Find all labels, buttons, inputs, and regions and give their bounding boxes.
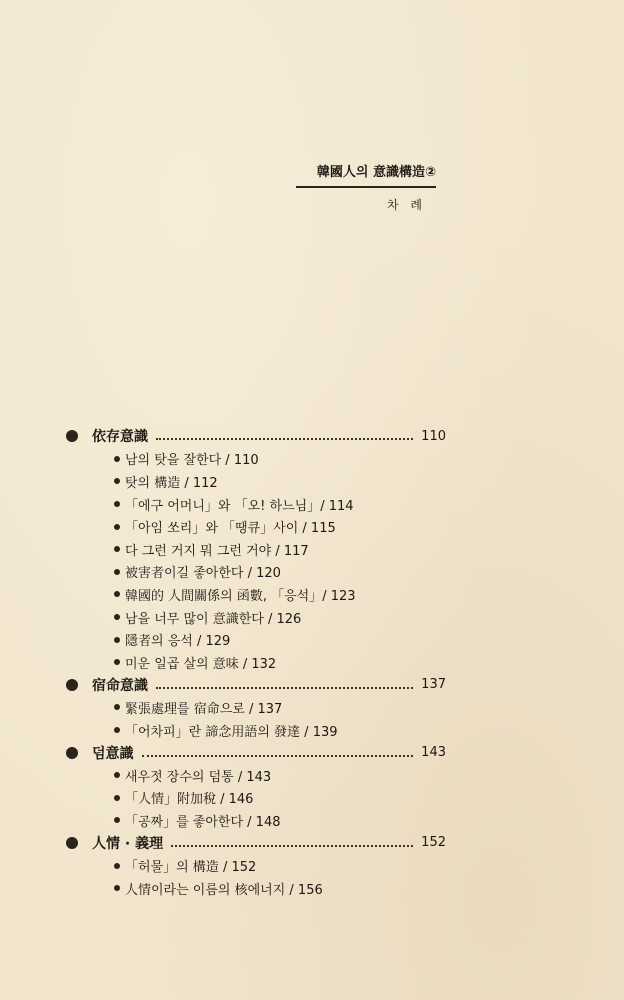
toc-item[interactable] bbox=[66, 787, 446, 810]
item-bullet-icon bbox=[114, 501, 120, 507]
item-bullet-icon bbox=[114, 569, 120, 575]
dot-leader bbox=[171, 845, 413, 847]
toc-item-text: 「어차피」란 諦念用語의 發達 / 139 bbox=[125, 724, 338, 740]
section-title: 人情 · 義理 bbox=[92, 835, 164, 852]
toc-item-text: 새우젓 장수의 덤통 / 143 bbox=[125, 769, 272, 785]
toc-item-text: 「공짜」를 좋아한다 / 148 bbox=[125, 814, 281, 830]
toc-item-text: 「허물」의 構造 / 152 bbox=[125, 860, 257, 876]
toc-item[interactable] bbox=[66, 561, 446, 584]
item-bullet-icon bbox=[114, 637, 120, 643]
item-bullet-icon bbox=[114, 795, 120, 801]
toc-item[interactable] bbox=[66, 719, 446, 742]
toc-section[interactable] bbox=[66, 425, 446, 448]
item-bullet-icon bbox=[114, 772, 120, 778]
toc-item[interactable] bbox=[66, 606, 446, 629]
toc-item-text: 被害者이길 좋아한다 / 120 bbox=[125, 566, 281, 582]
item-bullet-icon bbox=[114, 546, 120, 552]
item-bullet-icon bbox=[114, 591, 120, 597]
toc-section[interactable] bbox=[66, 674, 446, 697]
toc-item-text: 「아임 쏘리」와 「땡큐」사이 / 115 bbox=[125, 521, 336, 537]
table-of-contents bbox=[66, 425, 446, 899]
toc-item[interactable] bbox=[66, 470, 446, 493]
section-title: 덤意識 bbox=[92, 745, 134, 762]
item-bullet-icon bbox=[114, 456, 120, 462]
toc-item-text: 隱者의 응석 / 129 bbox=[125, 634, 231, 650]
toc-item-text: 「에구 어머니」와 「오! 하느님」/ 114 bbox=[125, 498, 354, 514]
toc-item[interactable] bbox=[66, 764, 446, 787]
item-bullet-icon bbox=[114, 524, 120, 530]
item-bullet-icon bbox=[114, 478, 120, 484]
page-header bbox=[296, 164, 436, 213]
item-bullet-icon bbox=[114, 863, 120, 869]
section-page-number: 152 bbox=[421, 835, 446, 851]
section-title: 依存意識 bbox=[92, 429, 148, 446]
item-bullet-icon bbox=[114, 614, 120, 620]
toc-item[interactable] bbox=[66, 538, 446, 561]
toc-item[interactable] bbox=[66, 651, 446, 674]
toc-item-text: 남의 탓을 잘한다 / 110 bbox=[125, 453, 259, 469]
toc-item-text: 미운 일곱 살의 意味 / 132 bbox=[125, 656, 277, 672]
item-bullet-icon bbox=[114, 817, 120, 823]
toc-item-text: 남을 너무 많이 意識한다 / 126 bbox=[125, 611, 302, 627]
section-bullet-icon bbox=[66, 747, 78, 759]
section-bullet-icon bbox=[66, 430, 78, 442]
section-page-number: 137 bbox=[421, 677, 446, 693]
item-bullet-icon bbox=[114, 659, 120, 665]
toc-item[interactable] bbox=[66, 515, 446, 538]
book-title: 韓國人의 意識構造② bbox=[316, 165, 436, 180]
section-title: 宿命意識 bbox=[92, 677, 148, 694]
item-bullet-icon bbox=[114, 704, 120, 710]
toc-item[interactable] bbox=[66, 583, 446, 606]
toc-item[interactable] bbox=[66, 493, 446, 516]
toc-item-text: 「人情」附加稅 / 146 bbox=[125, 792, 254, 808]
dot-leader bbox=[156, 687, 413, 689]
item-bullet-icon bbox=[114, 727, 120, 733]
toc-section[interactable] bbox=[66, 832, 446, 855]
toc-item[interactable] bbox=[66, 628, 446, 651]
toc-item[interactable] bbox=[66, 448, 446, 471]
section-page-number: 110 bbox=[421, 428, 446, 444]
toc-item[interactable] bbox=[66, 809, 446, 832]
dot-leader bbox=[142, 755, 414, 757]
toc-item[interactable] bbox=[66, 854, 446, 877]
section-bullet-icon bbox=[66, 679, 78, 691]
toc-item-text: 人情이라는 이름의 核에너지 / 156 bbox=[125, 882, 323, 898]
section-bullet-icon bbox=[66, 837, 78, 849]
toc-item[interactable] bbox=[66, 877, 446, 900]
section-page-number: 143 bbox=[421, 745, 446, 761]
toc-item-text: 韓國的 人間關係의 函數, 「응석」/ 123 bbox=[125, 588, 356, 604]
item-bullet-icon bbox=[114, 885, 120, 891]
toc-item[interactable] bbox=[66, 696, 446, 719]
contents-label: 차 례 bbox=[387, 198, 426, 212]
toc-item-text: 다 그런 거지 뭐 그런 거야 / 117 bbox=[125, 543, 309, 559]
toc-item-text: 탓의 構造 / 112 bbox=[125, 475, 218, 491]
toc-section[interactable] bbox=[66, 741, 446, 764]
title-rule bbox=[296, 186, 436, 188]
toc-item-text: 緊張處理를 宿命으로 / 137 bbox=[125, 701, 283, 717]
dot-leader bbox=[156, 438, 413, 440]
